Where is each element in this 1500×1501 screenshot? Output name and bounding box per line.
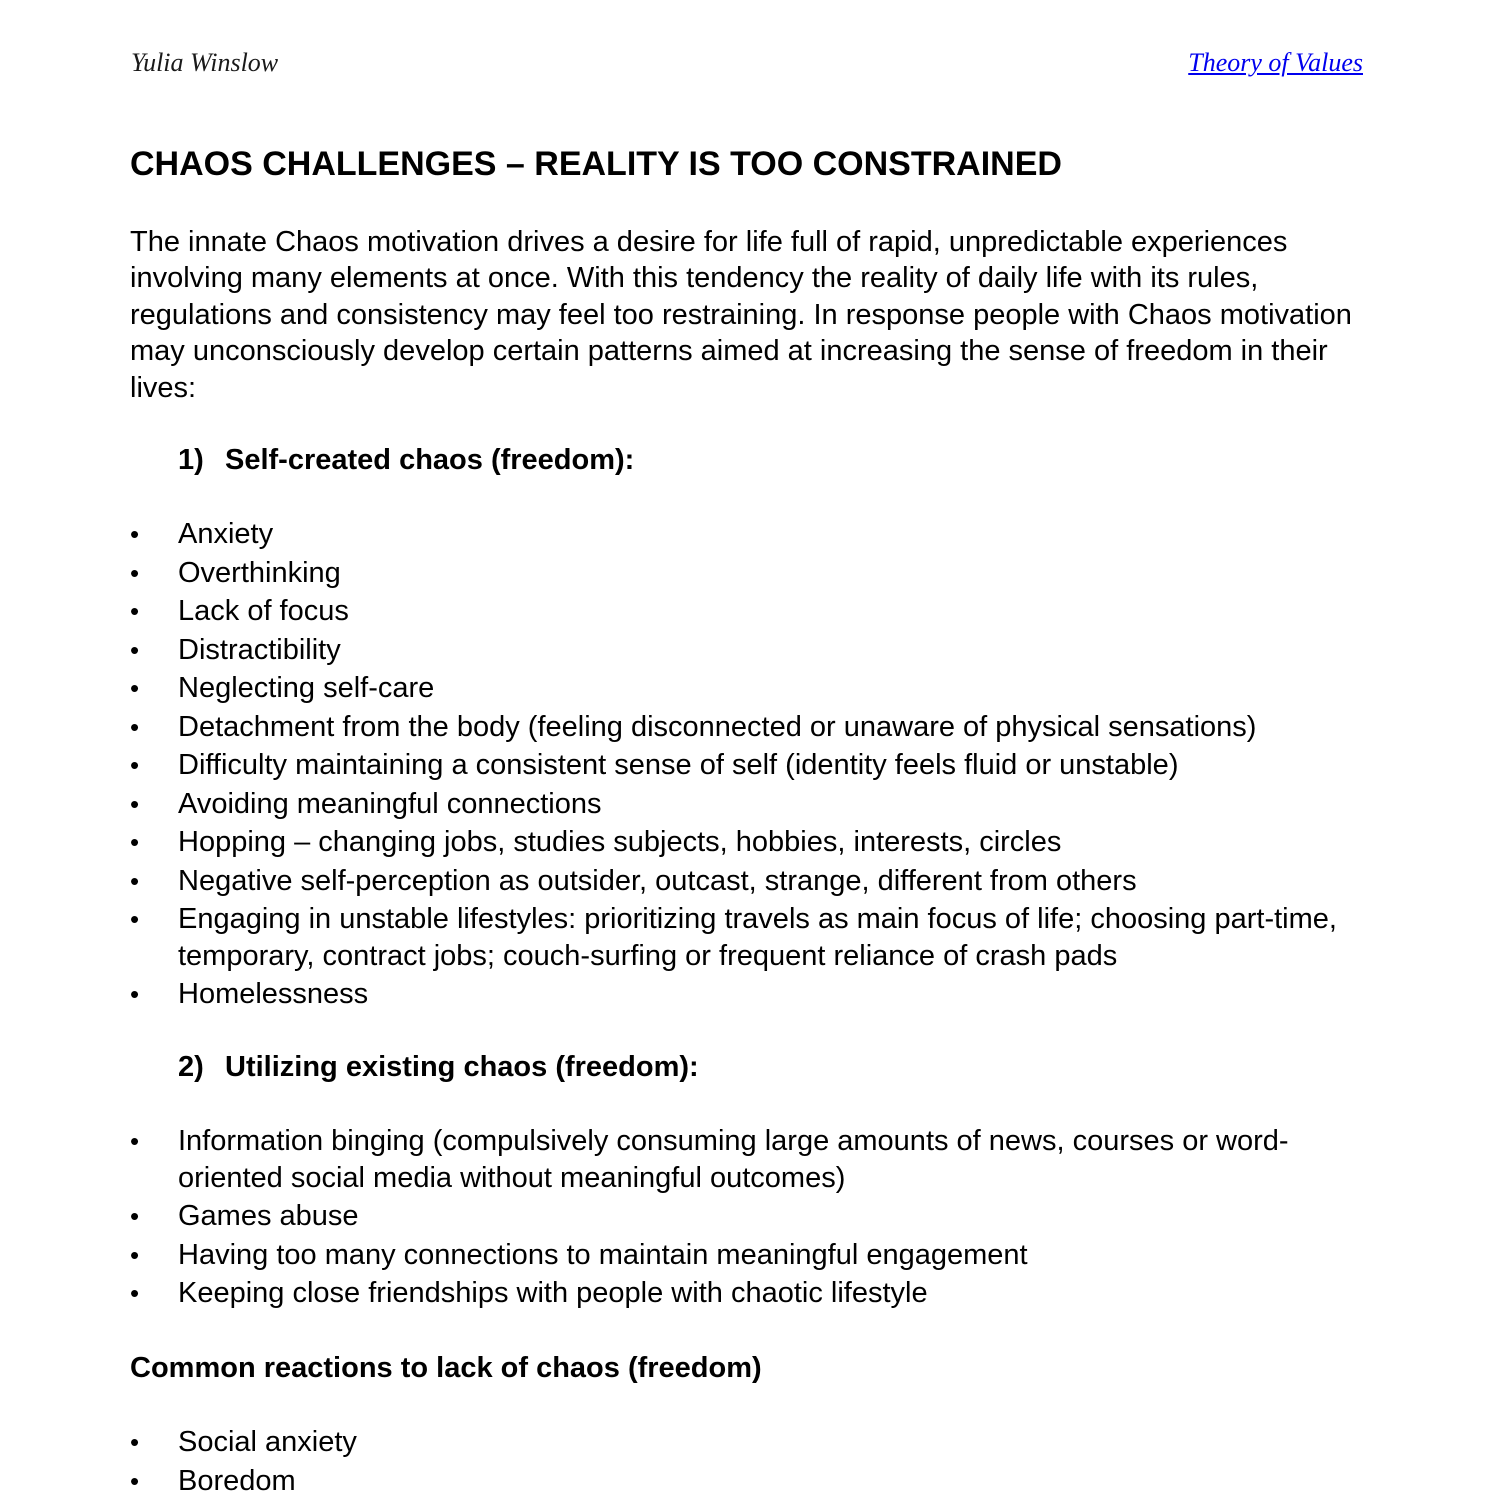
list-item: • Keeping close friendships with people with chaotic lifestyle (130, 1275, 1380, 1312)
section3-heading: Common reactions to lack of chaos (freedom) (130, 1352, 762, 1384)
list-item: • Negative self-perception as outsider, outcast, strange, different from others (130, 863, 1380, 900)
list-item: • Games abuse (130, 1198, 1380, 1235)
list-item: • Detachment from the body (feeling disconnected or unaware of physical sensations) (130, 709, 1380, 746)
section2-heading (178, 1049, 699, 1085)
list-item: • Information binging (compulsively consuming large amounts of news, courses or word-oriented social media without meaningful outcomes) (130, 1123, 1380, 1196)
list-item: • Hopping – changing jobs, studies subjects, hobbies, interests, circles (130, 824, 1380, 861)
list-item: • Distractibility (130, 632, 1380, 669)
section1-heading-text: Self-created chaos (freedom): (225, 444, 635, 476)
list-item: • Boredom (130, 1463, 1380, 1500)
section2-number: 2) (178, 1051, 204, 1083)
list-item: • Anxiety (130, 516, 1380, 553)
section1-heading (178, 442, 634, 478)
list-item: • Overthinking (130, 555, 1380, 592)
page-title: CHAOS CHALLENGES – REALITY IS TOO CONSTRAINED (130, 145, 1062, 183)
section3-list (130, 1424, 1380, 1501)
header-theory-link[interactable]: Theory of Values (1188, 48, 1363, 77)
list-item: • Neglecting self-care (130, 670, 1380, 707)
list-item: • Avoiding meaningful connections (130, 786, 1380, 823)
list-item: • Engaging in unstable lifestyles: prioritizing travels as main focus of life; choosing part-time, temporary, contract jobs; couch-surfing or frequent reliance of crash pads (130, 901, 1380, 974)
list-item: • Difficulty maintaining a consistent sense of self (identity feels fluid or unstable) (130, 747, 1380, 784)
list-item: • Social anxiety (130, 1424, 1380, 1461)
section2-heading-text: Utilizing existing chaos (freedom): (225, 1051, 699, 1083)
section2-list (130, 1123, 1380, 1314)
list-item: • Lack of focus (130, 593, 1380, 630)
section1-list (130, 516, 1380, 1015)
section1-number: 1) (178, 444, 204, 476)
intro-paragraph: The innate Chaos motivation drives a desire for life full of rapid, unpredictable experiences involving many elements at once. With this tendency the reality of daily life with its rules, regulations and consistency may feel too restraining. In response people with Chaos motivation may unconsciously develop certain patterns aimed at increasing the sense of freedom in their lives: (130, 226, 1352, 404)
list-item: • Having too many connections to maintain meaningful engagement (130, 1237, 1380, 1274)
header-author: Yulia Winslow (131, 48, 279, 77)
list-item: • Homelessness (130, 976, 1380, 1013)
